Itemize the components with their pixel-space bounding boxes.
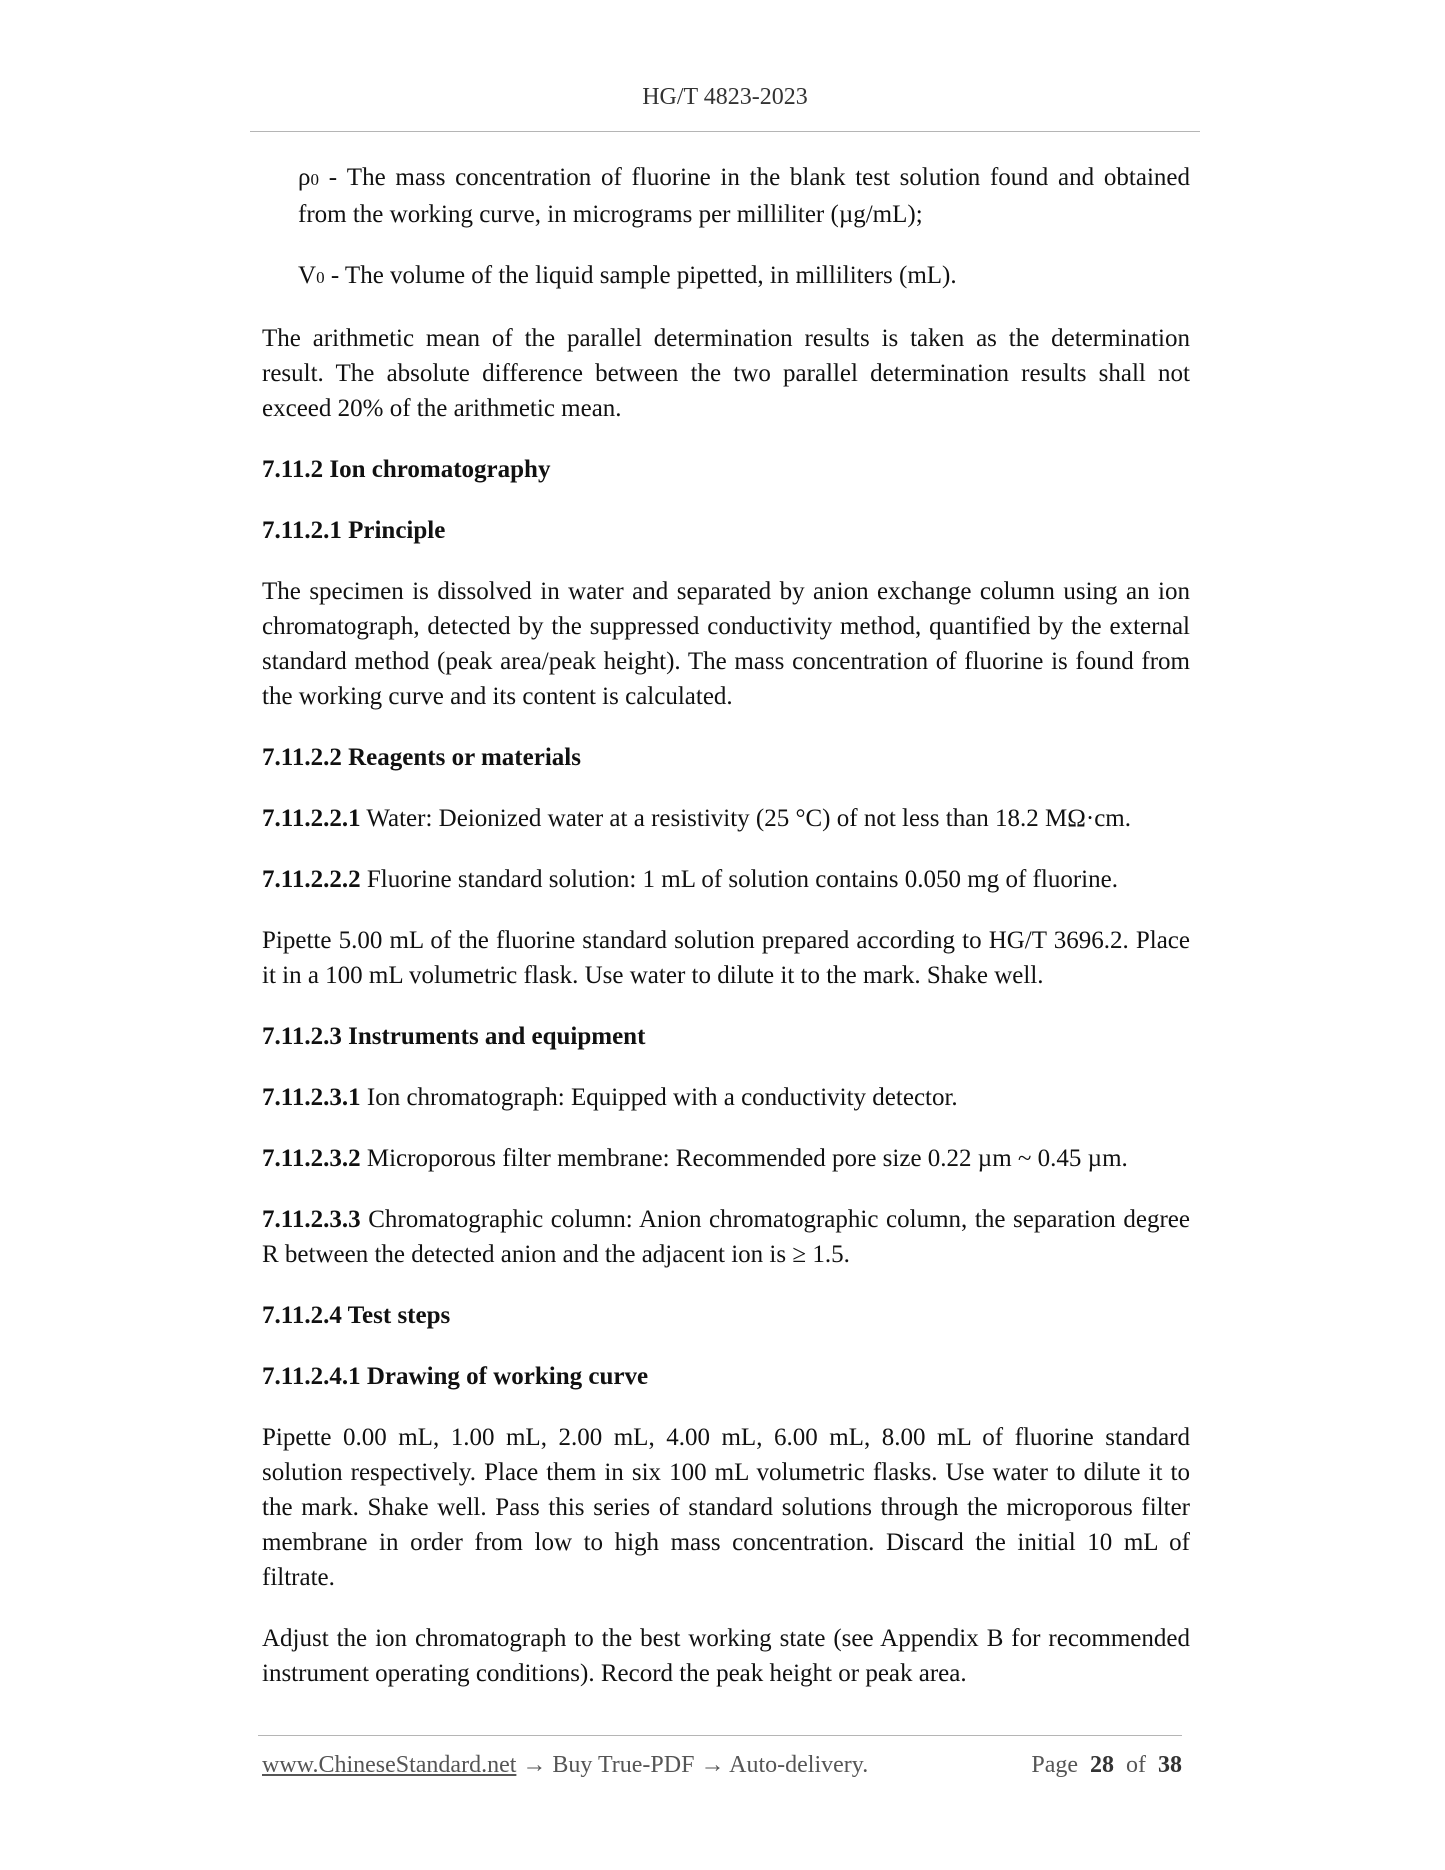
rho-definition-text: - The mass concentration of fluorine in the blank test solution found and obtained from the working curve, in micrograms per milliliter (µg/mL);	[298, 164, 1190, 228]
buy-pdf-text: Buy True-PDF	[552, 1752, 695, 1778]
rho-subscript: 0	[310, 170, 319, 189]
page-footer	[262, 1752, 1182, 1786]
website-link[interactable]: www.ChineseStandard.net	[262, 1752, 517, 1778]
definition-v0	[262, 258, 1190, 295]
document-code: HG/T 4823-2023	[642, 84, 808, 110]
clause-7-11-2-2-1	[262, 801, 1190, 836]
definition-rho0	[262, 160, 1190, 232]
page-content	[262, 160, 1190, 1717]
heading-7-11-2-3: 7.11.2.3 Instruments and equipment	[262, 1023, 646, 1050]
heading-7-11-2-2: 7.11.2.2 Reagents or materials	[262, 744, 581, 771]
clause-7-11-2-2-2	[262, 862, 1190, 897]
v-subscript: 0	[316, 268, 325, 287]
v-symbol: V	[298, 262, 317, 289]
footer-promo	[262, 1752, 868, 1779]
arrow-icon: →	[694, 1752, 730, 1778]
of-label: of	[1126, 1752, 1146, 1778]
clause-number: 7.11.2.3.2	[262, 1145, 361, 1172]
paragraph-arithmetic-mean: The arithmetic mean of the parallel determination results is taken as the determination result. The absolute difference between the two parallel determination results shall not exceed 20% of the arithmetic mean.	[262, 325, 1190, 422]
footer-divider	[258, 1735, 1182, 1736]
arrow-icon: →	[516, 1752, 553, 1778]
heading-7-11-2-4: 7.11.2.4 Test steps	[262, 1302, 451, 1329]
total-pages: 38	[1158, 1752, 1182, 1778]
heading-7-11-2: 7.11.2 Ion chromatography	[262, 456, 551, 483]
clause-text: Microporous filter membrane: Recommended pore size 0.22 µm ~ 0.45 µm.	[360, 1145, 1128, 1172]
paragraph-working-curve: Pipette 0.00 mL, 1.00 mL, 2.00 mL, 4.00 mL, 6.00 mL, 8.00 mL of fluorine standard solution respectively. Place them in six 100 mL volumetric flasks. Use water to dilute it to the mark. Shake well. Pass this series of standard solutions through the microporous filter membrane in order from low to high mass concentration. Discard the initial 10 mL of filtrate.	[262, 1424, 1190, 1591]
paragraph-adjust-chromatograph: Adjust the ion chromatograph to the best working state (see Appendix B for recommended instrument operating conditions). Record the peak height or peak area.	[262, 1625, 1190, 1687]
clause-text: Fluorine standard solution: 1 mL of solution contains 0.050 mg of fluorine.	[360, 866, 1118, 893]
clause-text: Chromatographic column: Anion chromatographic column, the separation degree R between the detected anion and the adjacent ion is ≥ 1.5.	[262, 1206, 1190, 1268]
clause-7-11-2-3-1	[262, 1080, 1190, 1115]
auto-delivery-text: Auto-delivery.	[729, 1752, 869, 1778]
clause-7-11-2-3-3	[262, 1202, 1190, 1272]
clause-number: 7.11.2.2.1	[262, 805, 361, 832]
clause-7-11-2-3-2	[262, 1141, 1190, 1176]
page-number	[1031, 1752, 1182, 1779]
paragraph-principle: The specimen is dissolved in water and separated by anion exchange column using an ion chromatograph, detected by the suppressed conductivity method, quantified by the external standard method (peak area/peak height). The mass concentration of fluorine is found from the working curve and its content is calculated.	[262, 578, 1190, 710]
heading-7-11-2-4-1: 7.11.2.4.1 Drawing of working curve	[262, 1363, 649, 1390]
rho-symbol: ρ	[298, 164, 311, 191]
page-label: Page	[1031, 1752, 1078, 1778]
clause-number: 7.11.2.2.2	[262, 866, 361, 893]
page-header	[250, 84, 1200, 111]
heading-7-11-2-1: 7.11.2.1 Principle	[262, 517, 446, 544]
clause-number: 7.11.2.3.1	[262, 1084, 361, 1111]
current-page: 28	[1090, 1752, 1114, 1778]
header-divider	[250, 131, 1200, 132]
paragraph-pipette-standard: Pipette 5.00 mL of the fluorine standard solution prepared according to HG/T 3696.2. Place it in a 100 mL volumetric flask. Use water to dilute it to the mark. Shake well.	[262, 927, 1190, 989]
clause-text: Ion chromatograph: Equipped with a conductivity detector.	[360, 1084, 958, 1111]
v-definition-text: - The volume of the liquid sample pipetted, in milliliters (mL).	[324, 262, 957, 289]
clause-text: Water: Deionized water at a resistivity (25 °C) of not less than 18.2 MΩ·cm.	[360, 805, 1131, 832]
clause-number: 7.11.2.3.3	[262, 1206, 361, 1233]
